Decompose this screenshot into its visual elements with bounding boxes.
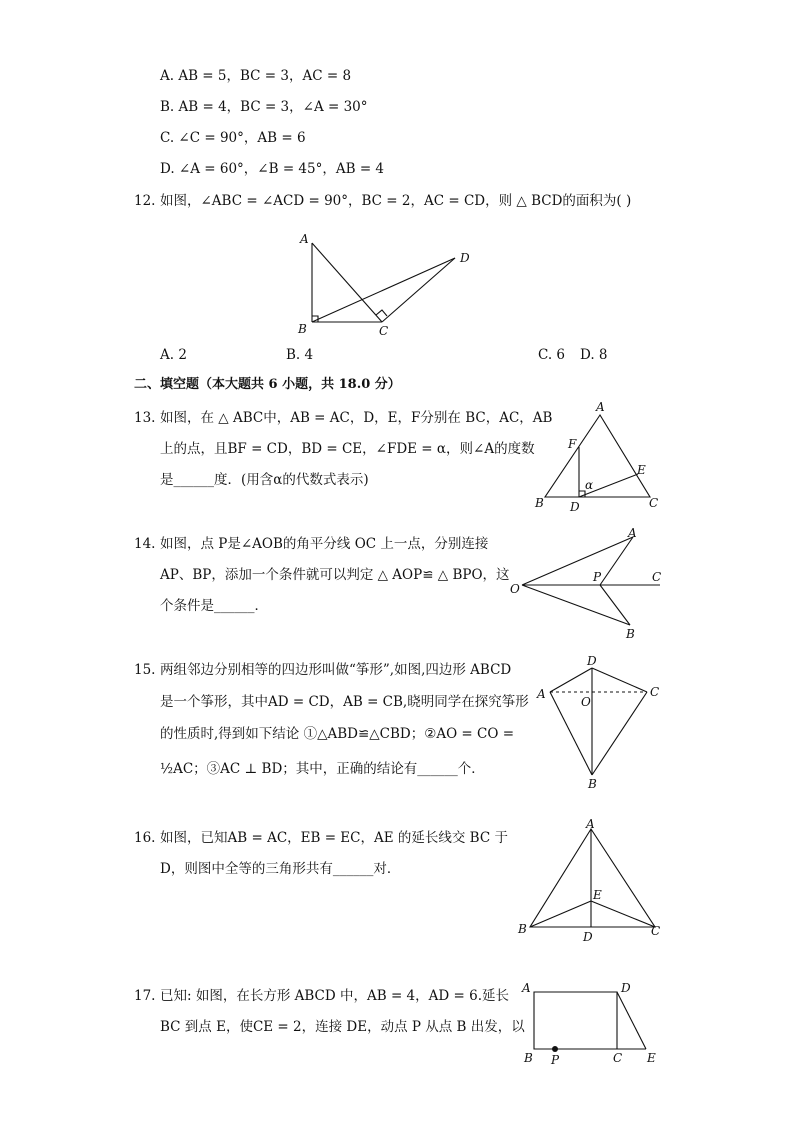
q11-option-d: D. ∠A = 60°，∠B = 45°，AB = 4 xyxy=(160,161,385,177)
q13-label-f: F xyxy=(568,437,577,451)
q13-label-d: D xyxy=(570,500,580,514)
q17-label-a: A xyxy=(522,981,531,995)
q15-figure xyxy=(535,650,665,795)
q15-line-4: ½AC；③AC ⊥ BD；其中，正确的结论有______个． xyxy=(160,761,485,777)
q14-label-a: A xyxy=(628,526,637,540)
q16-triangle-abc xyxy=(530,829,655,927)
q15-label-c: C xyxy=(650,685,660,699)
q14-line-3: 个条件是______． xyxy=(160,598,268,614)
q15-label-d: D xyxy=(587,654,597,668)
q15-line-3: 的性质时,得到如下结论 ①△ABD≌△CBD；②AO = CO = xyxy=(160,726,515,742)
q15-seg-ad xyxy=(550,668,592,692)
q16-figure xyxy=(515,815,665,945)
q13-line-1: 如图，在 △ ABC中，AB = AC，D，E，F分别在 BC，AC，AB xyxy=(160,410,553,426)
q13-number: 13. xyxy=(134,410,156,426)
q12-seg-cd xyxy=(382,258,455,322)
q13-label-e: E xyxy=(637,463,646,477)
q17-label-e: E xyxy=(647,1051,656,1065)
q11-option-b: B. AB = 4，BC = 3，∠A = 30° xyxy=(160,99,368,115)
q12-option-b: B. 4 xyxy=(286,347,314,363)
q13-label-a: A xyxy=(596,400,605,414)
q17-seg-de xyxy=(617,992,646,1049)
q12-label-c: C xyxy=(379,324,389,338)
q15-label-b: B xyxy=(588,777,597,791)
q12-figure xyxy=(290,225,480,340)
q16-line-2: D，则图中全等的三角形共有______对． xyxy=(160,861,401,877)
q17-point-p xyxy=(552,1046,558,1052)
q15-seg-cd xyxy=(592,668,647,692)
q15-label-o: O xyxy=(581,695,591,709)
q17-rectangle-abcd xyxy=(534,992,617,1049)
q15-number: 15. xyxy=(134,662,156,678)
q17-label-b: B xyxy=(524,1051,533,1065)
q16-label-a: A xyxy=(586,817,595,831)
q14-seg-ob xyxy=(522,585,630,625)
q15-line-1: 两组邻边分别相等的四边形叫做“筝形”,如图,四边形 ABCD xyxy=(160,662,512,678)
q12-seg-ac xyxy=(312,243,382,322)
q16-label-c: C xyxy=(651,924,661,938)
q13-label-b: B xyxy=(535,496,544,510)
q12-label-a: A xyxy=(300,232,309,246)
q12-option-d: D. 8 xyxy=(580,347,608,363)
q12-right-angle-c xyxy=(376,310,387,316)
q15-seg-cb xyxy=(592,692,647,775)
q14-label-b: B xyxy=(626,627,635,641)
q13-label-alpha: α xyxy=(585,478,594,492)
q13-line-3: 是______度．(用含α的代数式表示) xyxy=(160,472,369,488)
q12-option-c: C. 6 xyxy=(538,347,566,363)
q16-seg-ce xyxy=(591,901,655,927)
q14-number: 14. xyxy=(134,536,156,552)
section-2-title: 二、填空题（本大题共 6 小题，共 18.0 分） xyxy=(134,377,401,392)
q17-figure xyxy=(518,978,663,1068)
q16-line-1: 如图，已知AB = AC，EB = EC，AE 的延长线交 BC 于 xyxy=(160,830,508,846)
q11-option-c: C. ∠C = 90°，AB = 6 xyxy=(160,130,306,146)
q16-label-d: D xyxy=(583,930,593,944)
q13-line-2: 上的点，且BF = CD，BD = CE，∠FDE = α，则∠A的度数 xyxy=(160,441,535,457)
q12-number: 12. xyxy=(134,193,156,209)
q13-label-c: C xyxy=(649,496,659,510)
q14-label-p: P xyxy=(593,570,602,584)
q12-label-b: B xyxy=(298,322,307,336)
q15-label-a: A xyxy=(537,687,546,701)
q17-line-1: 已知: 如图，在长方形 ABCD 中，AB = 4，AD = 6.延长 xyxy=(160,988,509,1004)
q14-line-1: 如图，点 P是∠AOB的角平分线 OC 上一点，分别连接 xyxy=(160,536,489,552)
q14-line-2: AP、BP，添加一个条件就可以判定 △ AOP≌ △ BPO，这 xyxy=(160,567,510,583)
q14-figure xyxy=(508,520,668,645)
q12-text: 如图，∠ABC = ∠ACD = 90°，BC = 2，AC = CD，则 △ BCD的面积为( ) xyxy=(160,193,632,209)
q13-figure xyxy=(530,395,670,515)
q17-line-2: BC 到点 E，使CE = 2，连接 DE，动点 P 从点 B 出发，以 xyxy=(160,1019,525,1035)
q14-label-o: O xyxy=(510,582,520,596)
q14-label-c: C xyxy=(652,570,662,584)
q17-label-d: D xyxy=(621,981,631,995)
q16-number: 16. xyxy=(134,830,156,846)
q13-triangle-abc xyxy=(545,415,650,497)
q15-line-2: 是一个筝形，其中AD = CD，AB = CB,晓明同学在探究筝形 xyxy=(160,694,529,710)
q17-number: 17. xyxy=(134,988,156,1004)
q17-label-c: C xyxy=(613,1051,623,1065)
q16-label-b: B xyxy=(518,922,527,936)
q12-label-d: D xyxy=(460,251,470,265)
q17-label-p: P xyxy=(551,1053,560,1067)
q16-seg-be xyxy=(530,901,591,927)
q11-option-a: A. AB = 5，BC = 3，AC = 8 xyxy=(160,68,352,84)
q12-option-a: A. 2 xyxy=(160,347,187,363)
q16-label-e: E xyxy=(593,888,602,902)
